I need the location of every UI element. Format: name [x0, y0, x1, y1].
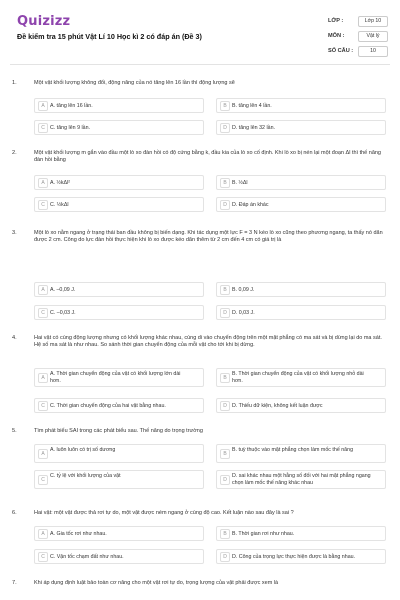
question-text: Hai vật có cùng động lượng nhưng có khối lượng khác nhau, cùng di vào chuyển động trên một mặt phẳng có ma sát và bị dừng lại do ma sát. Hệ số ma sát là như nhau. So sánh thời gian chuyển động của mỗi vật cho tới khi bị dừng.: [34, 335, 382, 348]
option-d[interactable]: [216, 549, 386, 564]
option-b[interactable]: [216, 98, 386, 113]
option-letter: D: [220, 401, 230, 411]
option-b[interactable]: [216, 175, 386, 190]
meta-count-label: SỐ CÂU :: [328, 48, 354, 54]
option-c[interactable]: [34, 398, 204, 413]
option-letter: A: [38, 373, 48, 383]
option-d[interactable]: [216, 398, 386, 413]
question-number: 6.: [12, 510, 17, 516]
option-letter: C: [38, 552, 48, 562]
option-d[interactable]: [216, 197, 386, 212]
option-a[interactable]: [34, 175, 204, 190]
option-c[interactable]: [34, 470, 204, 489]
question-number: 3.: [12, 230, 17, 236]
option-a[interactable]: [34, 368, 204, 387]
option-d[interactable]: [216, 120, 386, 135]
option-letter: D: [220, 308, 230, 318]
option-letter: D: [220, 123, 230, 133]
option-c[interactable]: [34, 549, 204, 564]
option-a[interactable]: [34, 98, 204, 113]
option-letter: B: [220, 529, 230, 539]
option-text: B. ½Δl: [232, 179, 248, 186]
option-text: C. Thời gian chuyển động của hai vật bằng nhau.: [50, 402, 166, 409]
option-c[interactable]: [34, 197, 204, 212]
meta-class-value: Lớp 10: [358, 16, 388, 27]
option-text: B. 0,09 J.: [232, 286, 255, 293]
question-number: 4.: [12, 335, 17, 341]
option-letter: C: [38, 475, 48, 485]
option-letter: A: [38, 449, 48, 459]
option-text: C. ½kΔl: [50, 201, 69, 208]
option-letter: C: [38, 401, 48, 411]
option-text: A. ½kΔl²: [50, 179, 71, 186]
option-letter: B: [220, 285, 230, 295]
option-d[interactable]: [216, 470, 386, 489]
option-a[interactable]: [34, 282, 204, 297]
option-a[interactable]: [34, 526, 204, 541]
option-text: B. Thời gian chuyển động của vật có khối lượng nhỏ dài hơn.: [232, 371, 364, 384]
option-c[interactable]: [34, 120, 204, 135]
option-text: D. Đáp án khác: [232, 201, 269, 208]
option-letter: B: [220, 449, 230, 459]
option-text: B. Thời gian rơi như nhau.: [232, 530, 295, 537]
option-letter: C: [38, 308, 48, 318]
option-text: C. tỷ lệ với khối lượng của vật: [50, 473, 121, 479]
option-letter: B: [220, 373, 230, 383]
meta-subject-value: Vật lý: [358, 31, 388, 42]
option-text: B. tuỳ thuộc vào mặt phẳng chọn làm mốc thế năng: [232, 447, 354, 453]
option-c[interactable]: [34, 305, 204, 320]
option-text: D. tăng lên 32 lần.: [232, 124, 275, 131]
option-text: A. luôn luôn có trị số dương: [50, 447, 116, 453]
option-text: C. –0,03 J.: [50, 309, 76, 316]
question-number: 7.: [12, 580, 17, 586]
meta-subject-label: MÔN :: [328, 33, 345, 39]
option-letter: A: [38, 178, 48, 188]
option-text: D. 0,03 J.: [232, 309, 255, 316]
option-letter: A: [38, 101, 48, 111]
meta-class-label: LỚP :: [328, 18, 344, 24]
quizizz-logo: Quizizz: [17, 14, 71, 29]
option-b[interactable]: [216, 526, 386, 541]
option-text: A. –0,09 J.: [50, 286, 76, 293]
option-letter: D: [220, 200, 230, 210]
option-text: D. Công của trọng lực thực hiện được là bằng nhau.: [232, 553, 356, 560]
option-text: D. Thiếu dữ kiện, không kết luận được: [232, 402, 323, 409]
option-text: C. tăng lên 9 lần.: [50, 124, 91, 131]
option-letter: B: [220, 101, 230, 111]
question-number: 2.: [12, 150, 17, 156]
header-divider: [10, 64, 390, 65]
question-text: Tìm phát biểu SAI trong các phát biểu sau. Thế năng do trọng trường: [34, 428, 203, 434]
option-letter: D: [220, 552, 230, 562]
option-b[interactable]: [216, 368, 386, 387]
question-number: 5.: [12, 428, 17, 434]
question-text: Một vật khối lượng m gắn vào đầu một lò xo đàn hồi có độ cứng bằng k, đầu kia của lò xo cố định. Khi lò xo bị nén lại một đoạn Δl thì thế năng đàn hồi bằng: [34, 150, 381, 163]
question-number: 1.: [12, 80, 17, 86]
meta-count-value: 10: [358, 46, 388, 57]
option-text: A. Gia tốc rơi như nhau.: [50, 530, 107, 537]
option-letter: C: [38, 123, 48, 133]
question-text: Hai vật: một vật được thả rơi tự do, một vật được ném ngang ở cùng độ cao. Kết luận nào sau đây là sai ?: [34, 510, 294, 516]
option-letter: B: [220, 178, 230, 188]
option-text: C. Vận tốc chạm đất như nhau.: [50, 553, 124, 560]
option-b[interactable]: [216, 444, 386, 463]
option-a[interactable]: [34, 444, 204, 463]
option-text: D. sai khác nhau một hằng số đối với hai mặt phẳng ngang chọn làm mốc thế năng khác nhau: [232, 473, 371, 486]
option-b[interactable]: [216, 282, 386, 297]
option-letter: A: [38, 529, 48, 539]
question-text: Khi áp dụng định luật bảo toàn cơ năng cho một vật rơi tự do, trọng lượng của vật phải được xem là: [34, 580, 279, 586]
option-text: A. tăng lên 16 lần.: [50, 102, 93, 109]
option-text: A. Thời gian chuyển động của vật có khối lượng lớn dài hơn.: [50, 371, 181, 384]
option-letter: C: [38, 200, 48, 210]
option-letter: A: [38, 285, 48, 295]
option-letter: D: [220, 475, 230, 485]
question-text: Một lò xo nằm ngang ở trạng thái ban đầu không bị biến dạng. Khi tác dụng một lực F = 3 N kéo lò xo cũng theo phương ngang, ta thấy nó dãn được 2 cm. Công do lực đàn hồi thực hiện khi lò xo được kéo dãn thêm từ 2 cm đến 4 cm có giá trị là: [34, 230, 383, 243]
page-title: Đề kiểm tra 15 phút Vật Lí 10 Học kì 2 có đáp án (Đề 3): [17, 32, 202, 41]
option-d[interactable]: [216, 305, 386, 320]
option-text: B. tăng lên 4 lần.: [232, 102, 272, 109]
question-text: Một vật khối lượng không đổi, động năng của nó tăng lên 16 lần thì động lượng sẽ: [34, 80, 235, 86]
